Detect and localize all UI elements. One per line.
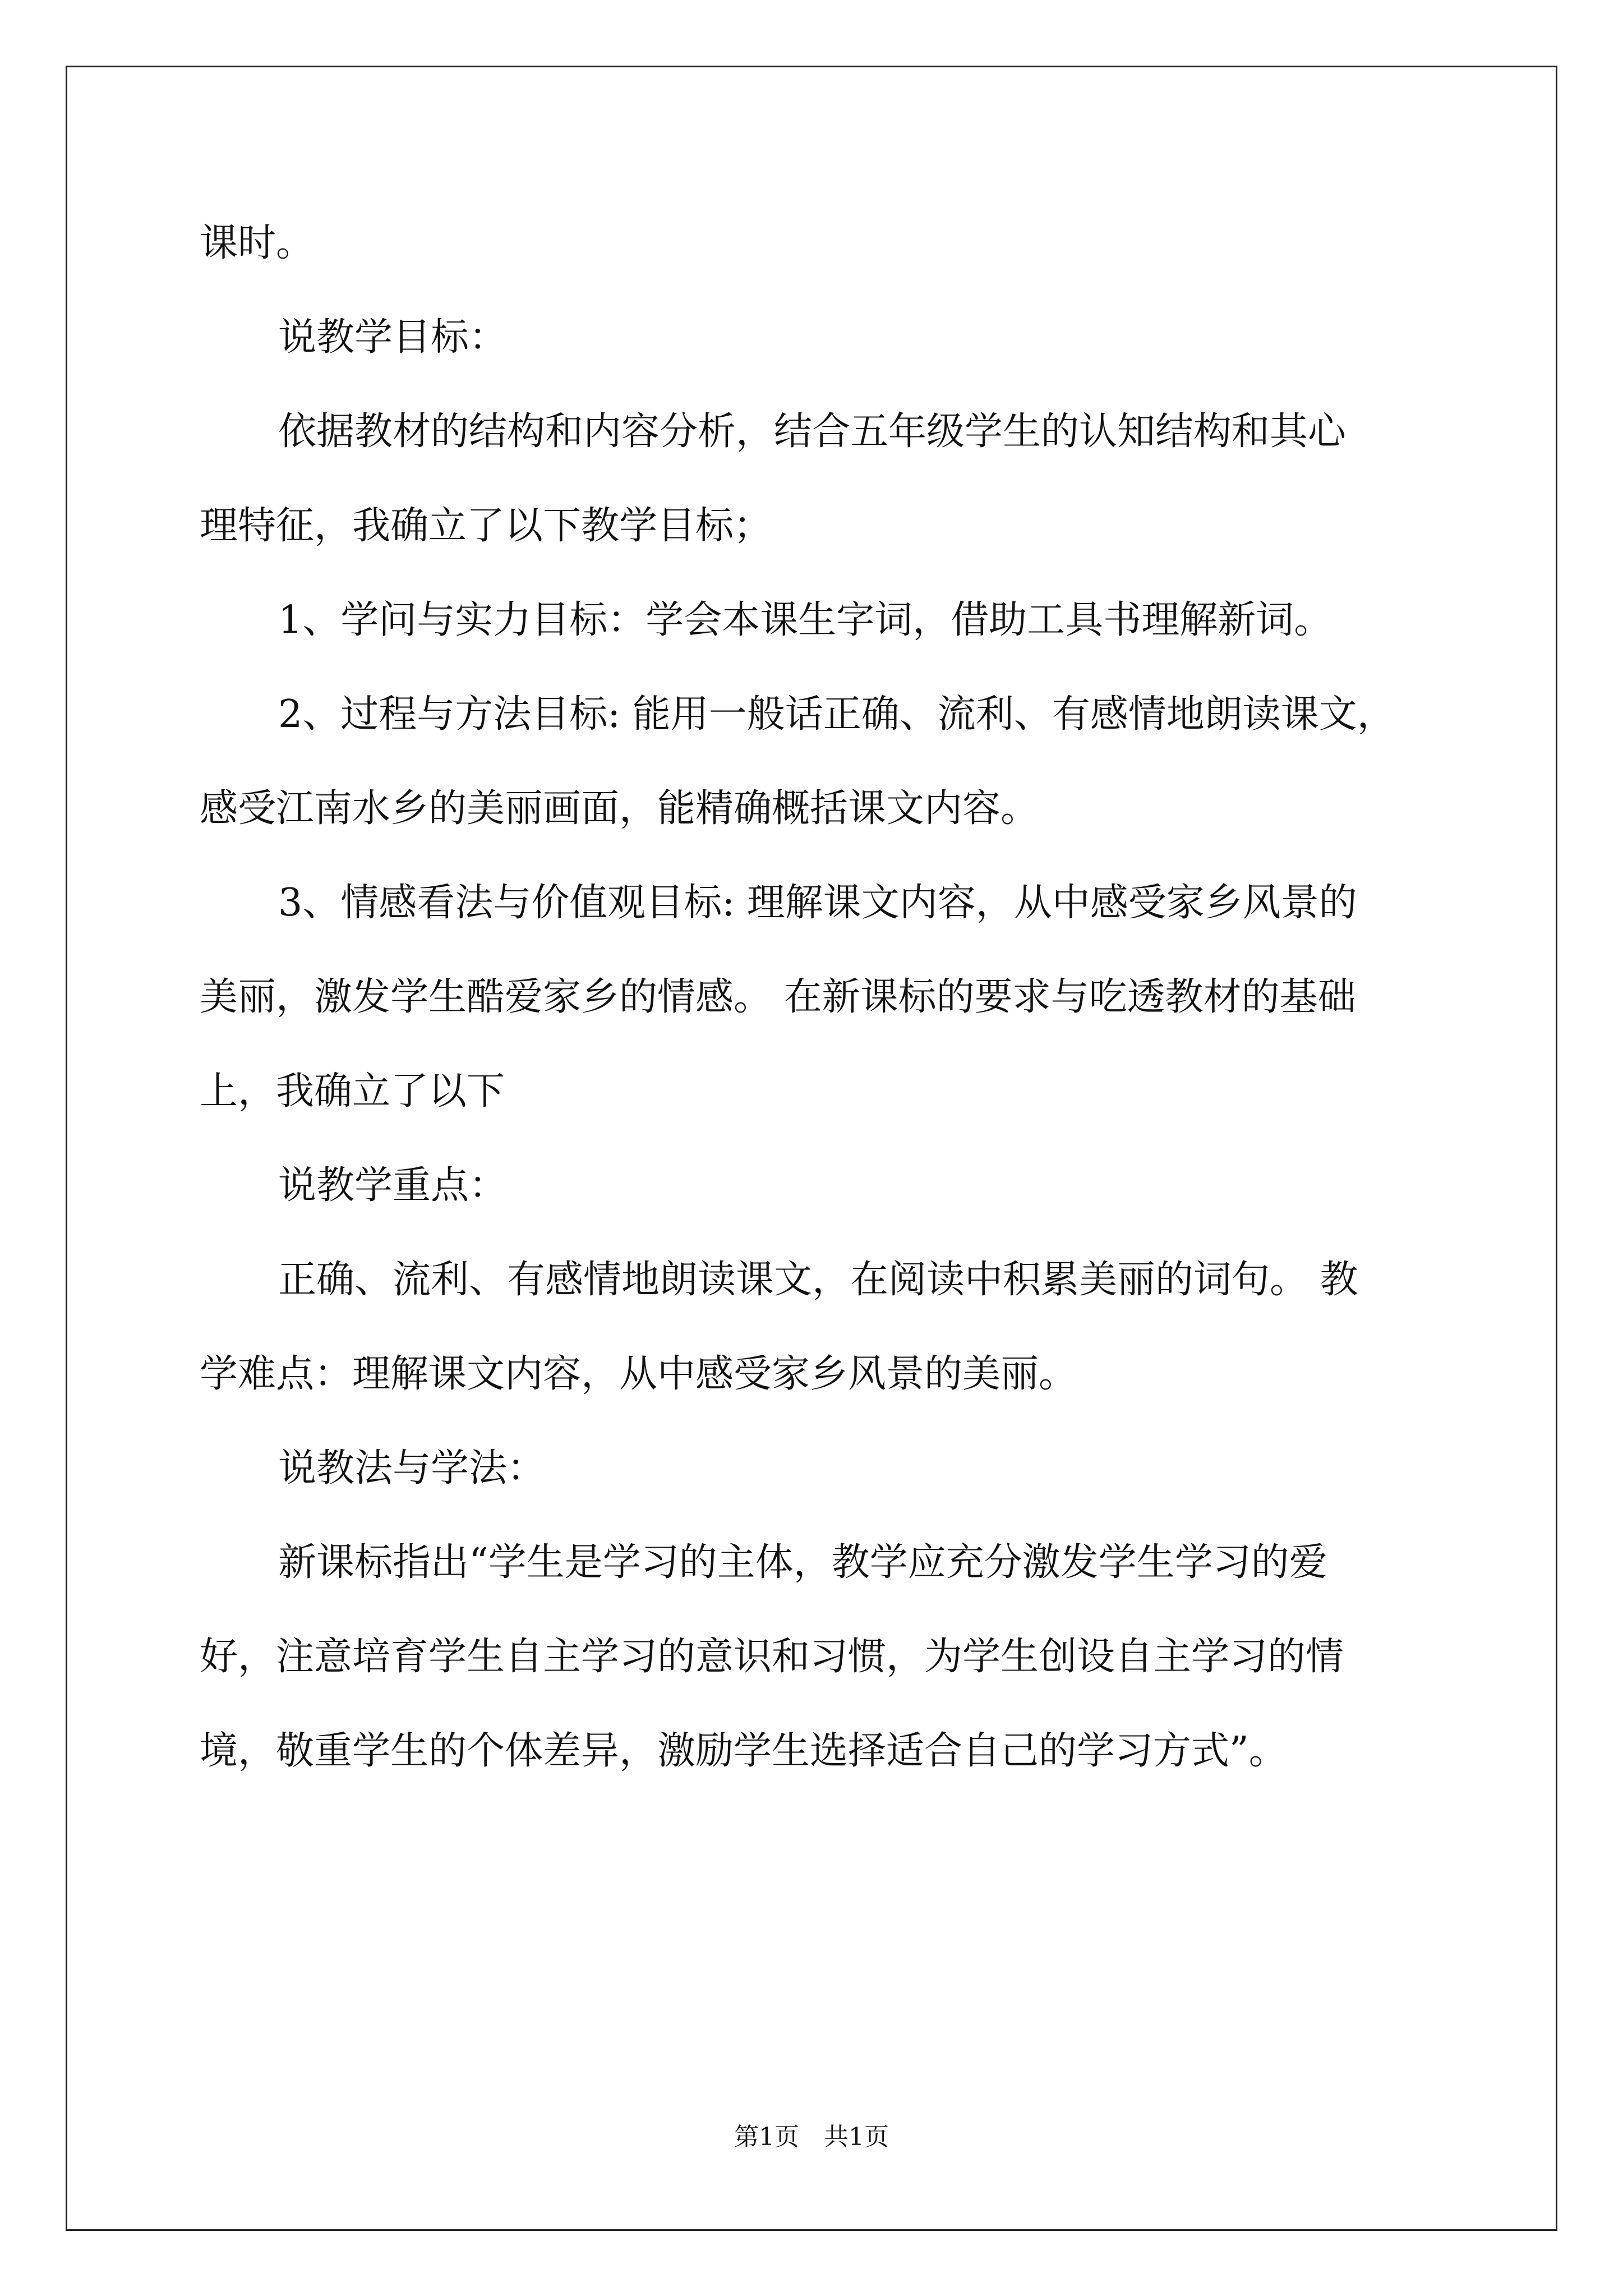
section-heading-methods: 说教法与学法：: [278, 1446, 546, 1490]
text-line: 1、学问与实力目标：学会本课生字词，借助工具书理解新词。: [278, 598, 1332, 642]
page-number-footer: 第1页 共1页: [734, 2123, 889, 2151]
text-line: 3、情感看法与价值观目标: 理解课文内容，从中感受家乡风景的: [278, 881, 1357, 925]
section-heading-key-points: 说教学重点：: [278, 1163, 508, 1208]
text-line: 依据教材的结构和内容分析，结合五年级学生的认知结构和其心: [278, 409, 1347, 454]
text-line: 感受江南水乡的美丽画面，能精确概括课文内容。: [200, 786, 1039, 831]
text-line: 美丽，激发学生酷爱家乡的情感。 在新课标的要求与吃透教材的基础: [200, 975, 1356, 1019]
text-line: 学难点：理解课文内容，从中感受家乡风景的美丽。: [200, 1352, 1077, 1396]
text-line: 境，敬重学生的个体差异，激励学生选择适合自己的学习方式”。: [200, 1729, 1287, 1773]
text-line: 上，我确立了以下: [200, 1069, 505, 1114]
text-line: 正确、流利、有感情地朗读课文，在阅读中积累美丽的词句。 教: [278, 1258, 1358, 1302]
page-border: [66, 66, 1557, 2231]
text-line: 课时。: [200, 221, 315, 265]
text-line: 2、过程与方法目标: 能用一般话正确、流利、有感情地朗读课文，: [278, 692, 1395, 737]
section-heading-objectives: 说教学目标：: [278, 315, 508, 360]
text-line: 好，注意培育学生自主学习的意识和习惯，为学生创设自主学习的情: [200, 1635, 1344, 1679]
text-line: 新课标指出“学生是学习的主体，教学应充分激发学生学习的爱: [278, 1540, 1327, 1585]
text-line: 理特征，我确立了以下教学目标；: [200, 504, 772, 548]
